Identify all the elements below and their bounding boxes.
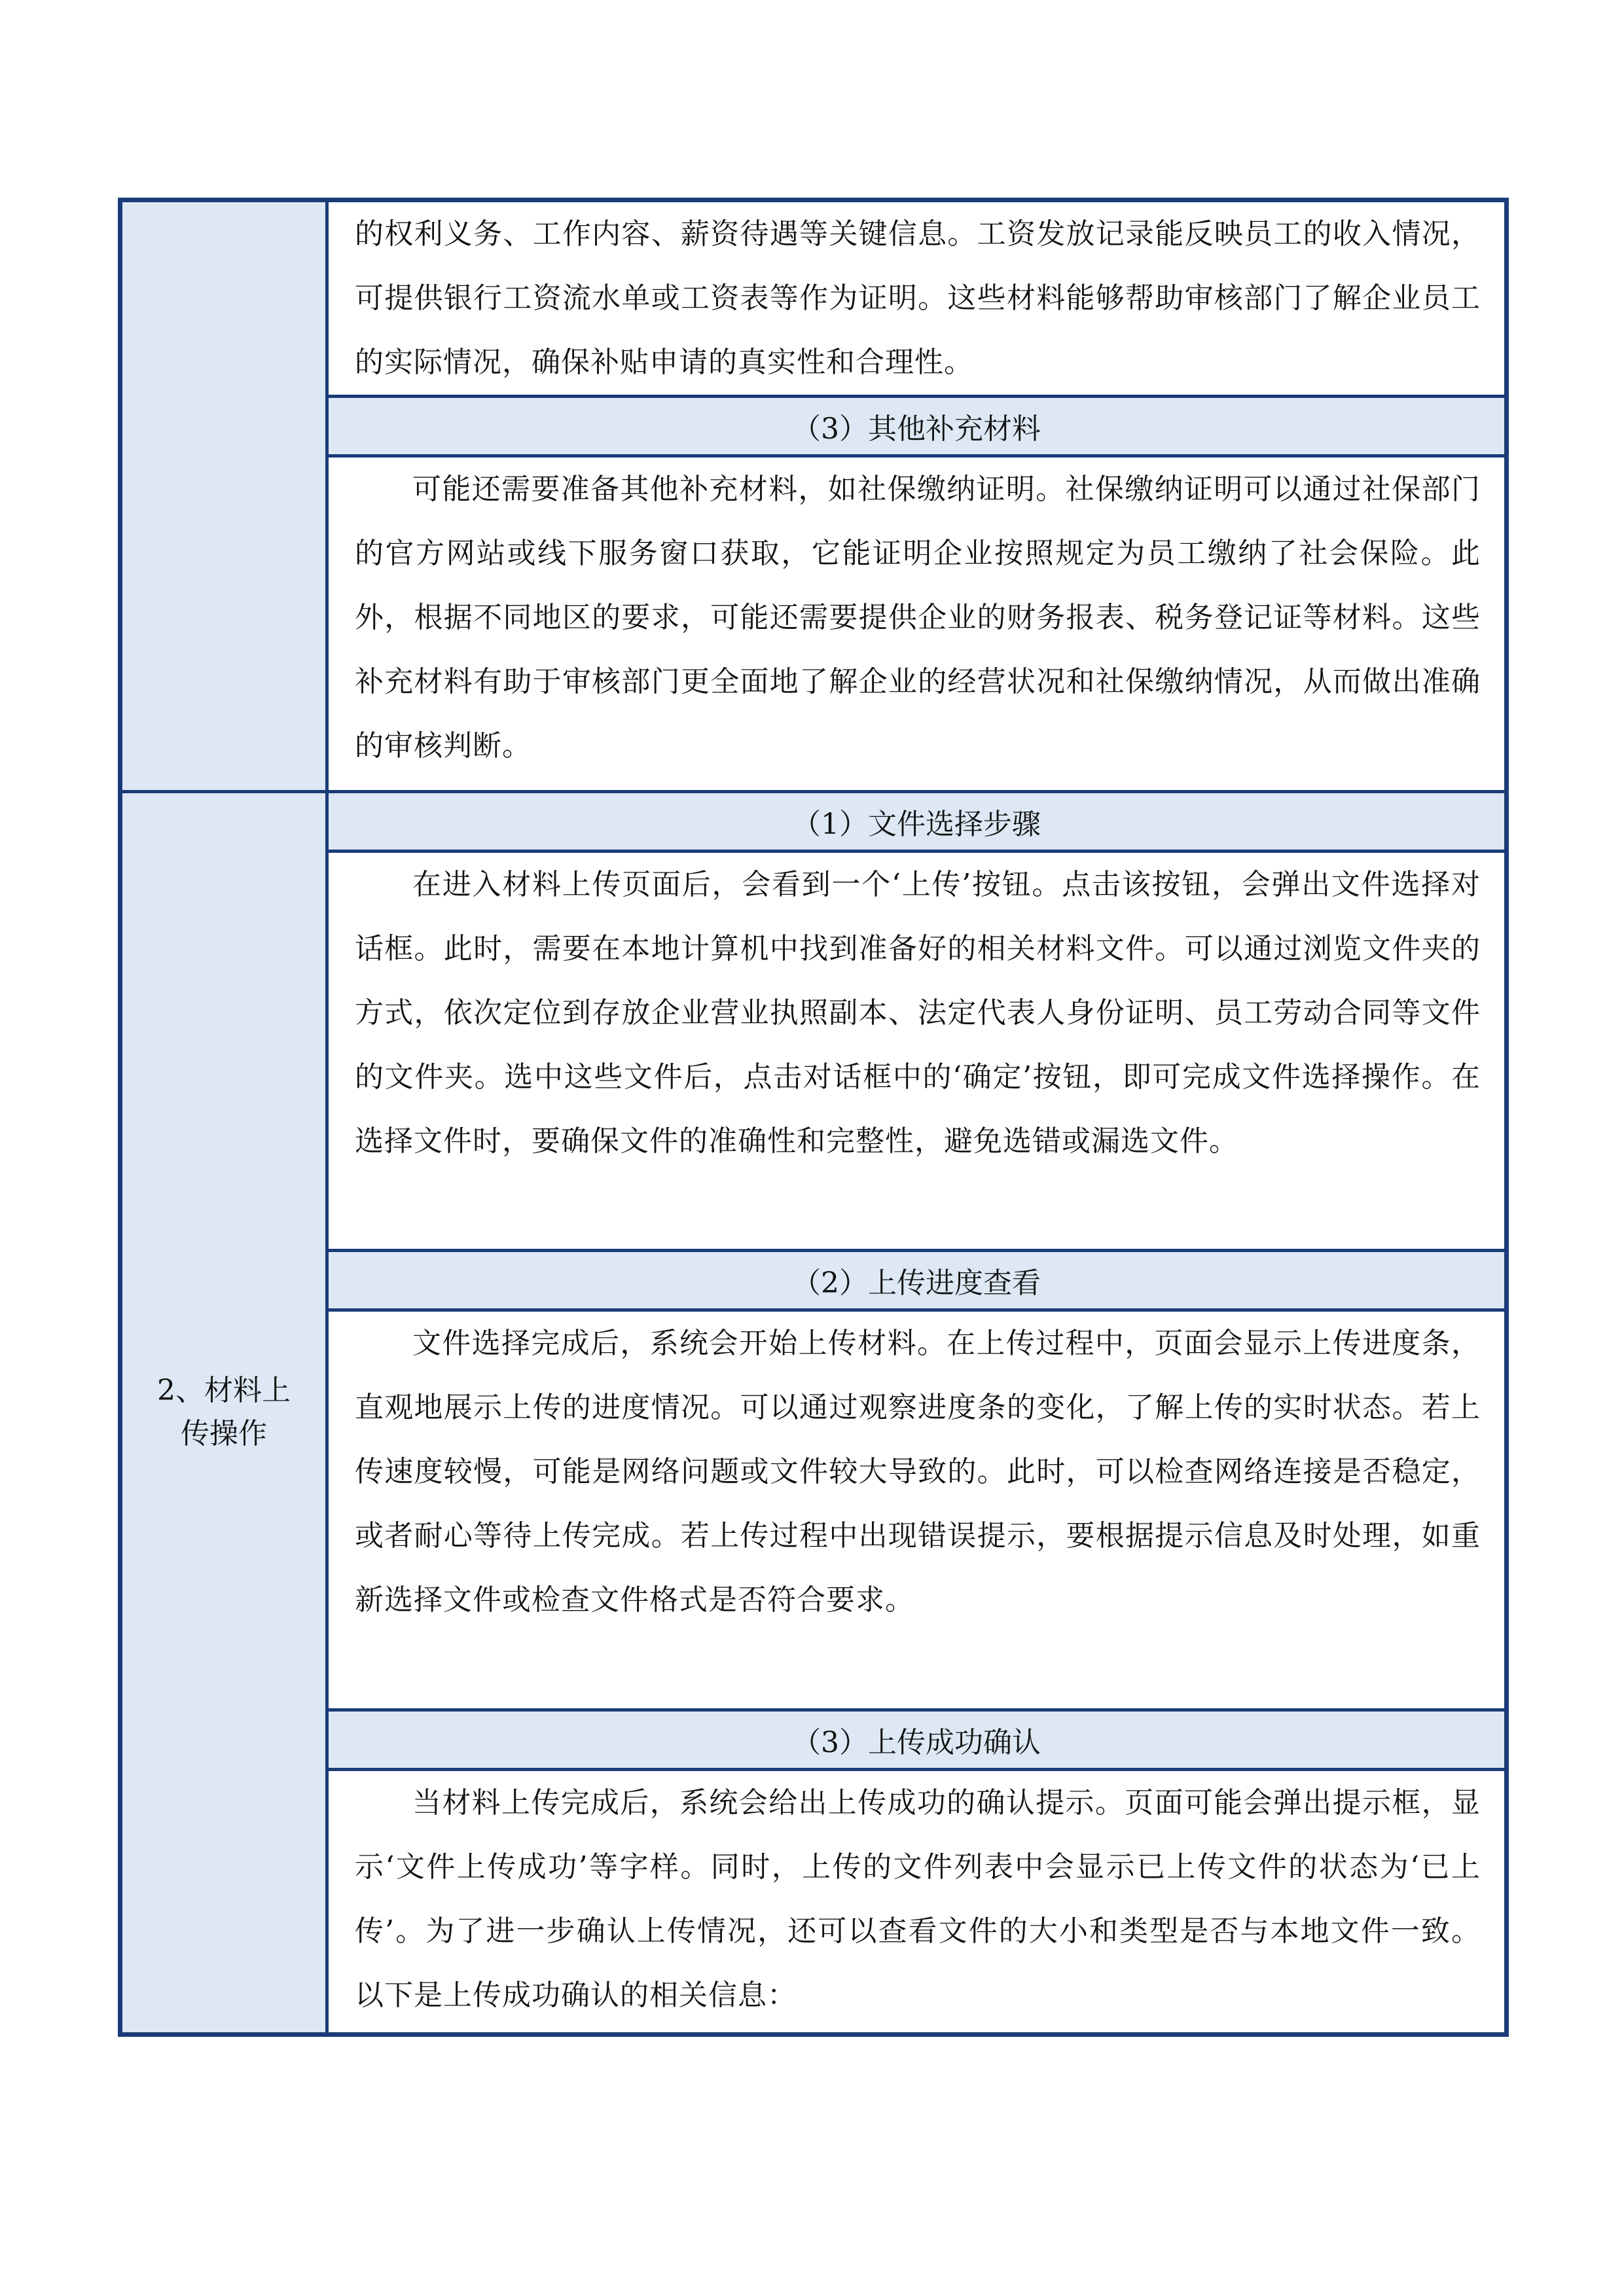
paragraph-upload-progress: 文件选择完成后，系统会开始上传材料。在上传过程中，页面会显示上传进度条，直观地展示上传的进度情况。可以通过观察进度条的变化，了解上传的实时状态。若上传速度较慢，可能是网络问题或文件较大导致的。此时，可以检查网络连接是否稳定，或者耐心等待上传完成。若上传过程中出现错误提示，要根据提示信息及时处理，如重新选择文件或检查文件格式是否符合要求。	[327, 1310, 1507, 1710]
section-label-upload-operation: 2、材料上传操作	[157, 1374, 291, 1451]
subsection-title-upload-success: （3）上传成功确认	[327, 1710, 1507, 1769]
paragraph-upload-success: 当材料上传完成后，系统会给出上传成功的确认提示。页面可能会弹出提示框，显示‘文件上传成功’等字样。同时，上传的文件列表中会显示已上传文件的状态为‘已上传’。为了进一步确认上传情况，还可以查看文件的大小和类型是否与本地文件一致。以下是上传成功确认的相关信息：	[327, 1769, 1507, 2034]
paragraph-file-selection: 在进入材料上传页面后，会看到一个‘上传’按钮。点击该按钮，会弹出文件选择对话框。此时，需要在本地计算机中找到准备好的相关材料文件。可以通过浏览文件夹的方式，依次定位到存放企业营业执照副本、法定代表人身份证明、员工劳动合同等文件的文件夹。选中这些文件后，点击对话框中的‘确定’按钮，即可完成文件选择操作。在选择文件时，要确保文件的准确性和完整性，避免选错或漏选文件。	[327, 851, 1507, 1250]
subsection-title-upload-progress: （2）上传进度查看	[327, 1251, 1507, 1310]
subsection-title-file-selection: （1）文件选择步骤	[327, 791, 1507, 851]
section-label-cell	[120, 200, 327, 792]
content-table	[118, 198, 1509, 2037]
paragraph-other-materials: 可能还需要准备其他补充材料，如社保缴纳证明。社保缴纳证明可以通过社保部门的官方网站或线下服务窗口获取，它能证明企业按照规定为员工缴纳了社会保险。此外，根据不同地区的要求，可能还需要提供企业的财务报表、税务登记证等材料。这些补充材料有助于审核部门更全面地了解企业的经营状况和社保缴纳情况，从而做出准确的审核判断。	[327, 456, 1507, 791]
section-label-cell	[120, 791, 327, 2034]
subsection-title-other-materials: （3）其他补充材料	[327, 397, 1507, 456]
continued-paragraph: 的权利义务、工作内容、薪资待遇等关键信息。工资发放记录能反映员工的收入情况，可提供银行工资流水单或工资表等作为证明。这些材料能够帮助审核部门了解企业员工的实际情况，确保补贴申请的真实性和合理性。	[327, 200, 1507, 397]
